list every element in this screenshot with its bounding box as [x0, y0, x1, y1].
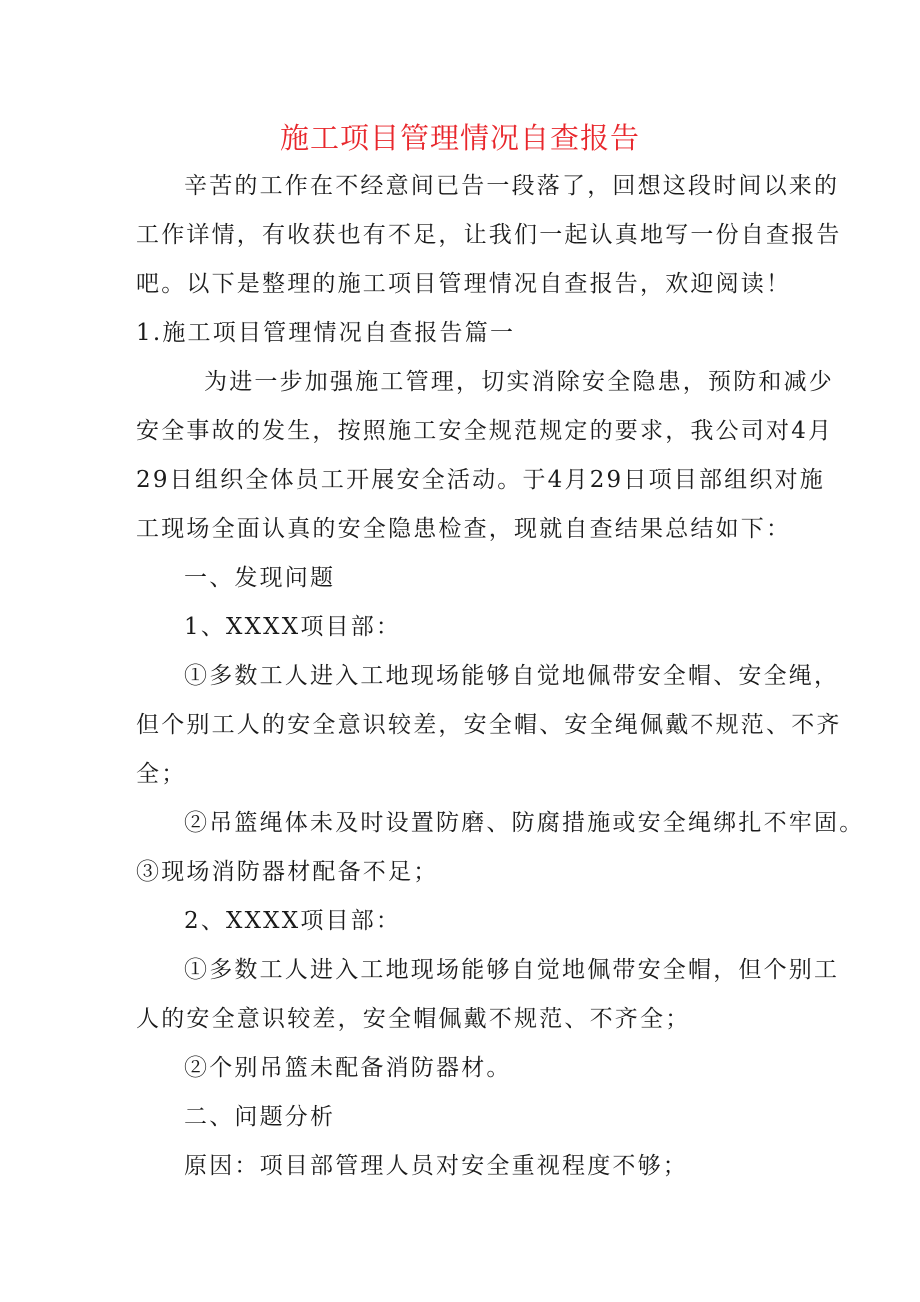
list-heading: 1、XXXX项目部：: [184, 614, 402, 640]
list-item: ②吊篮绳体未及时设置防磨、防腐措施或安全绳绑扎不牢固。: [184, 810, 865, 836]
section-heading: 1.施工项目管理情况自查报告篇一: [136, 320, 516, 346]
list-item: ①多数工人进入工地现场能够自觉地佩带安全帽、安全绳，: [184, 663, 840, 689]
paragraph-line: 安全事故的发生，按照施工安全规范规定的要求，我公司对4月: [136, 418, 834, 444]
subsection-heading: 一、发现问题: [184, 565, 336, 591]
paragraph-line: 原因：项目部管理人员对安全重视程度不够；: [184, 1153, 688, 1179]
paragraph-line: 29日组织全体员工开展安全活动。于4月29日项目部组织对施: [136, 467, 825, 493]
subsection-heading: 二、问题分析: [184, 1104, 336, 1130]
list-item: 人的安全意识较差，安全帽佩戴不规范、不齐全；: [136, 1006, 691, 1032]
list-heading: 2、XXXX项目部：: [184, 908, 402, 934]
paragraph-line: 辛苦的工作在不经意间已告一段落了，回想这段时间以来的: [184, 173, 840, 199]
list-item: ②个别吊篮未配备消防器材。: [184, 1055, 512, 1081]
paragraph-line: 工作详情，有收获也有不足，让我们一起认真地写一份自查报告: [136, 222, 842, 248]
paragraph-line: 工现场全面认真的安全隐患检查，现就自查结果总结如下：: [136, 516, 792, 542]
list-item: ①多数工人进入工地现场能够自觉地佩带安全帽，但个别工: [184, 957, 840, 983]
list-item: 但个别工人的安全意识较差，安全帽、安全绳佩戴不规范、不齐: [136, 712, 842, 738]
document-title: 施工项目管理情况自查报告: [279, 121, 640, 155]
paragraph-line: 为进一步加强施工管理，切实消除安全隐患，预防和减少: [204, 369, 834, 395]
list-item: 全；: [136, 761, 187, 787]
list-item: ③现场消防器材配备不足；: [136, 859, 439, 885]
paragraph-line: 吧。以下是整理的施工项目管理情况自查报告，欢迎阅读！: [136, 271, 792, 297]
